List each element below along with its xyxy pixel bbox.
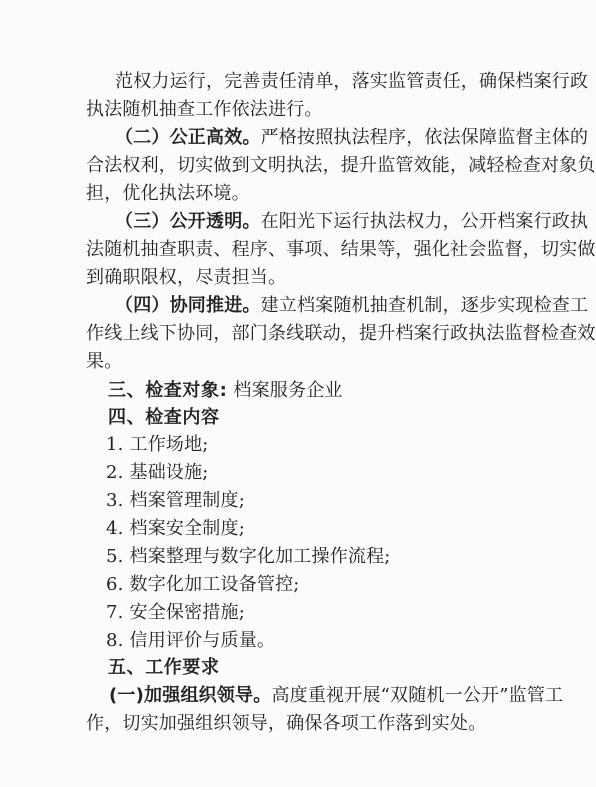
section-heading: 四、检查内容 bbox=[108, 407, 220, 428]
paragraph-text: 范权力运行，完善责任清单，落实监管责任，确保档案行政 bbox=[115, 71, 589, 92]
paragraph-text: 执法随机抽查工作依法进行。 bbox=[86, 99, 323, 120]
paragraph-line bbox=[86, 180, 250, 208]
paragraph-text: 合法权利，切实做到文明执法，提升监管效能，减轻检查对象负 bbox=[86, 155, 596, 176]
section-line bbox=[108, 377, 343, 405]
paragraph-line bbox=[115, 68, 588, 96]
list-item: 8. 信用评价与质量。 bbox=[106, 630, 276, 651]
subsection-label: （二）公正高效。 bbox=[115, 127, 261, 148]
paragraph-line bbox=[86, 320, 596, 348]
list-item: 6. 数字化加工设备管控; bbox=[106, 574, 300, 595]
subsection-text: 严格按照执法程序，依法保障监督主体的 bbox=[260, 127, 589, 148]
list-item: 2. 基础设施; bbox=[106, 462, 209, 483]
subsection-text: 高度重视开展“双随机一公开”监管工 bbox=[271, 685, 564, 706]
section-heading: 五、工作要求 bbox=[108, 657, 220, 678]
section-heading: 三、检查对象: bbox=[108, 380, 228, 401]
paragraph-text: 果。 bbox=[86, 351, 123, 372]
paragraph-text: 担，优化执法环境。 bbox=[86, 183, 250, 204]
subsection-line bbox=[115, 124, 588, 152]
paragraph-text: 作，切实加强组织领导，确保各项工作落到实处。 bbox=[86, 713, 487, 734]
paragraph-text: 作线上线下协同，部门条线联动，提升档案行政执法监督检查效 bbox=[86, 323, 596, 344]
section-value: 档案服务企业 bbox=[233, 380, 343, 401]
paragraph-line bbox=[86, 236, 596, 264]
subsection-line bbox=[109, 682, 563, 710]
paragraph-line bbox=[86, 710, 486, 738]
paragraph-line bbox=[86, 152, 596, 180]
list-item: 7. 安全保密措施; bbox=[106, 602, 245, 623]
paragraph-line bbox=[86, 348, 122, 376]
subsection-text: 建立档案随机抽查机制，逐步实现检查工 bbox=[260, 295, 589, 316]
subsection-line bbox=[115, 208, 588, 236]
paragraph-text: 法随机抽查职责、程序、事项、结果等，强化社会监督，切实做 bbox=[86, 239, 596, 260]
paragraph-line bbox=[86, 264, 286, 292]
subsection-line bbox=[115, 292, 588, 320]
list-item: 3. 档案管理制度; bbox=[106, 490, 245, 511]
subsection-text: 在阳光下运行执法权力，公开档案行政执 bbox=[260, 211, 589, 232]
subsection-label: (一)加强组织领导。 bbox=[109, 685, 272, 706]
list-item: 5. 档案整理与数字化加工操作流程; bbox=[106, 546, 391, 567]
subsection-label: （三）公开透明。 bbox=[115, 211, 261, 232]
subsection-label: （四）协同推进。 bbox=[115, 295, 261, 316]
list-item: 4. 档案安全制度; bbox=[106, 518, 245, 539]
paragraph-text: 到确职限权，尽责担当。 bbox=[86, 267, 287, 288]
list-item: 1. 工作场地; bbox=[106, 434, 209, 455]
paragraph-line bbox=[86, 96, 323, 124]
